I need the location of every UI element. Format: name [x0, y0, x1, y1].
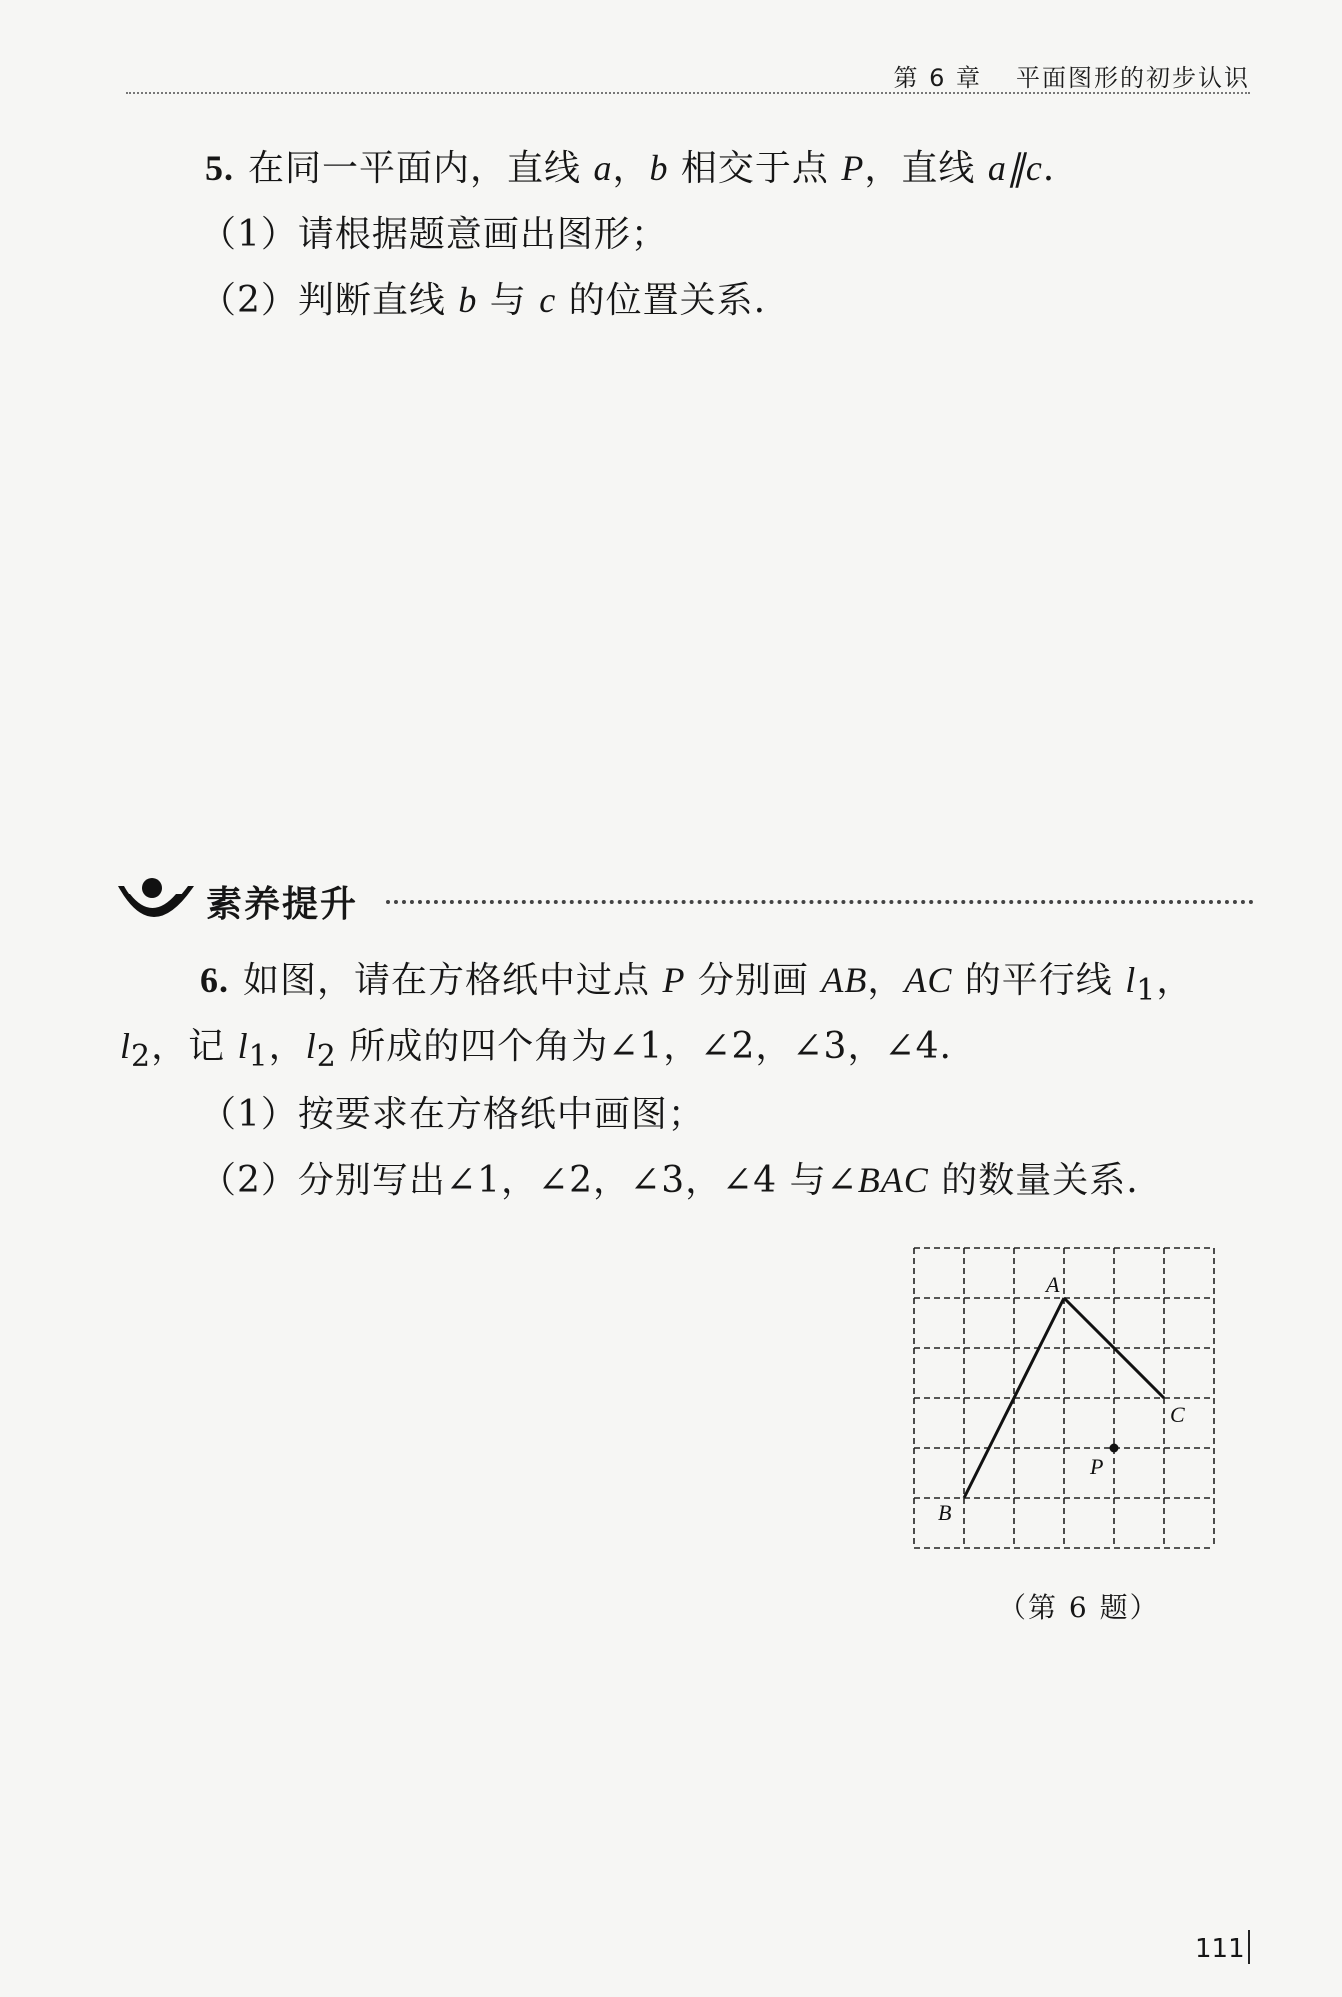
- text: ，记: [151, 1026, 238, 1067]
- subscript: 2: [131, 1039, 152, 1075]
- subscript: 2: [316, 1039, 337, 1075]
- section-emblem-icon: [118, 872, 198, 928]
- page-number-bar: [1248, 1930, 1250, 1964]
- variable: l: [305, 1026, 317, 1066]
- page-number: 111: [1195, 1934, 1245, 1964]
- subscript: 1: [1136, 973, 1157, 1009]
- parallel-expression: a∥c: [987, 148, 1043, 188]
- text: 与: [477, 280, 540, 321]
- variable: P: [841, 148, 865, 188]
- question-5-part-2: [200, 272, 766, 323]
- variable: b: [458, 280, 478, 320]
- dashed-grid: [914, 1248, 1214, 1548]
- text: 的平行线: [952, 960, 1126, 1001]
- figure-caption: （第 6 题）: [998, 1591, 1160, 1624]
- text: 如图，请在方格纸中过点: [243, 960, 663, 1001]
- text: （2）判断直线: [200, 280, 459, 321]
- section-title: 素养提升: [206, 884, 359, 925]
- label-A: A: [1046, 1272, 1060, 1297]
- header-divider: [126, 92, 1250, 94]
- chapter-number: 第 6 章: [893, 64, 982, 92]
- variable: AB: [821, 960, 868, 1000]
- variable: l: [1125, 960, 1137, 1000]
- text: 所成的四个角为∠1，∠2，∠3，∠4.: [336, 1026, 952, 1067]
- text: ，: [612, 148, 650, 189]
- variable: b: [649, 148, 669, 188]
- text: 的位置关系.: [556, 280, 767, 321]
- text: ，: [1156, 960, 1194, 1001]
- question-6-part-2: [200, 1152, 1139, 1203]
- question-5-stem: [205, 140, 1055, 191]
- variable: BAC: [857, 1160, 929, 1200]
- variable: l: [120, 1026, 132, 1066]
- variable: l: [237, 1026, 249, 1066]
- question-number: 6.: [200, 960, 229, 1000]
- text: ，直线: [864, 148, 988, 189]
- variable: AC: [904, 960, 953, 1000]
- label-P: P: [1090, 1454, 1104, 1479]
- text: 在同一平面内，直线: [248, 148, 594, 189]
- point-P: [1110, 1444, 1119, 1453]
- text: （2）分别写出∠1，∠2，∠3，∠4 与∠: [200, 1160, 858, 1201]
- variable: c: [539, 280, 557, 320]
- text: 分别画: [685, 960, 822, 1001]
- text: ，: [268, 1026, 306, 1067]
- question-5-part-1: （1）请根据题意画出图形；: [200, 214, 668, 255]
- variable: P: [662, 960, 686, 1000]
- section-header: [118, 872, 1254, 928]
- question-6-line-1: [200, 952, 1193, 1008]
- text: 相交于点: [668, 148, 842, 189]
- subscript: 1: [248, 1039, 269, 1075]
- label-B: B: [938, 1500, 952, 1525]
- question-number: 5.: [205, 148, 234, 188]
- question-6-part-1: （1）按要求在方格纸中画图；: [200, 1094, 705, 1135]
- text: .: [1042, 148, 1056, 189]
- question-6-line-2: [120, 1018, 952, 1074]
- chapter-title: 平面图形的初步认识: [1016, 64, 1250, 92]
- grid-figure: [908, 1240, 1228, 1560]
- text: ，: [867, 960, 905, 1001]
- variable: a: [593, 148, 613, 188]
- text: 的数量关系.: [928, 1160, 1139, 1201]
- running-head: [893, 58, 1250, 93]
- section-divider: [386, 900, 1254, 904]
- label-C: C: [1170, 1402, 1185, 1427]
